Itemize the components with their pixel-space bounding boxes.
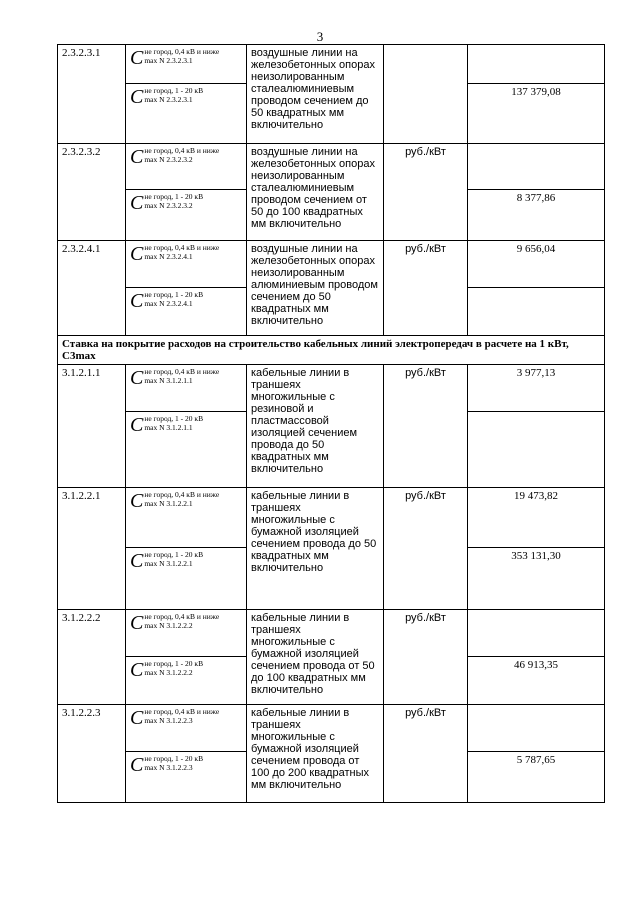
rate-symbol: C: [130, 86, 144, 108]
rate-symbol: C: [130, 367, 144, 389]
rate-formula: [130, 550, 242, 571]
unit-cell: [384, 45, 468, 144]
item-code: 2.3.2.3.2: [58, 144, 126, 241]
item-description: воздушные линии на железобетонных опорах неизолированным сталеалюминиевым проводом сечением от 50 до 100 квадратных мм включительно: [247, 144, 384, 241]
rate-symbol: C: [130, 47, 144, 69]
rate-value: 5 787,65: [468, 752, 605, 803]
rate-index-top: не город, 0,4 кВ и ниже: [144, 146, 220, 155]
rate-value: [468, 144, 605, 190]
formula-cell: [126, 610, 247, 657]
rate-value: [468, 610, 605, 657]
item-code: 2.3.2.4.1: [58, 241, 126, 336]
formula-cell: [126, 241, 247, 288]
page-number: 3: [316, 29, 324, 44]
formula-cell: [126, 45, 247, 84]
item-description: кабельные линии в траншеях многожильные с резиновой и пластмассовой изоляцией сечением провода до 50 квадратных мм включительно: [247, 365, 384, 488]
rate-formula: [130, 367, 242, 388]
rate-indices: [144, 146, 219, 164]
table-row: [58, 45, 605, 84]
rate-symbol: C: [130, 146, 144, 168]
rate-indices: [144, 243, 219, 261]
rate-formula: [130, 290, 242, 311]
rate-index-bottom: max N 2.3.2.3.2: [144, 155, 193, 164]
tariff-table-body: [58, 45, 605, 803]
formula-cell: [126, 190, 247, 241]
section-header: Ставка на покрытие расходов на строительство кабельных линий электропередач в расчете на 1 кВт, С3max: [58, 336, 605, 365]
rate-index-top: не город, 0,4 кВ и ниже: [144, 243, 220, 252]
rate-formula: [130, 612, 242, 633]
rate-index-top: не город, 1 - 20 кВ: [144, 754, 204, 763]
rate-symbol: C: [130, 490, 144, 512]
rate-index-bottom: max N 3.1.2.2.2: [144, 621, 193, 630]
item-code: 3.1.2.2.2: [58, 610, 126, 705]
rate-symbol: C: [130, 550, 144, 572]
rate-indices: [144, 47, 219, 65]
rate-formula: [130, 146, 242, 167]
rate-symbol: C: [130, 707, 144, 729]
rate-indices: [144, 612, 219, 630]
unit-cell: руб./кВт: [384, 610, 468, 705]
rate-index-bottom: max N 3.1.2.2.3: [144, 716, 193, 725]
rate-index-top: не город, 0,4 кВ и ниже: [144, 490, 220, 499]
formula-cell: [126, 84, 247, 144]
rate-index-bottom: max N 2.3.2.4.1: [144, 252, 193, 261]
formula-cell: [126, 705, 247, 752]
rate-symbol: C: [130, 612, 144, 634]
rate-symbol: C: [130, 290, 144, 312]
item-code: 3.1.2.2.3: [58, 705, 126, 803]
rate-index-top: не город, 1 - 20 кВ: [144, 290, 204, 299]
rate-value: [468, 705, 605, 752]
rate-formula: [130, 192, 242, 213]
rate-indices: [144, 290, 203, 308]
formula-cell: [126, 412, 247, 488]
rate-indices: [144, 367, 219, 385]
tariff-table: [57, 44, 605, 803]
item-description: кабельные линии в траншеях многожильные с бумажной изоляцией сечением провода от 50 до 100 квадратных мм включительно: [247, 610, 384, 705]
rate-symbol: C: [130, 754, 144, 776]
item-description: кабельные линии в траншеях многожильные с бумажной изоляцией сечением провода от 100 до 200 квадратных мм включительно: [247, 705, 384, 803]
rate-formula: [130, 659, 242, 680]
rate-index-bottom: max N 2.3.2.3.2: [144, 201, 193, 210]
formula-cell: [126, 288, 247, 336]
unit-cell: руб./кВт: [384, 705, 468, 803]
unit-cell: руб./кВт: [384, 488, 468, 610]
rate-index-bottom: max N 2.3.2.3.1: [144, 56, 193, 65]
rate-indices: [144, 707, 219, 725]
rate-index-top: не город, 0,4 кВ и ниже: [144, 707, 220, 716]
table-row: [58, 610, 605, 657]
item-description: воздушные линии на железобетонных опорах неизолированным сталеалюминиевым проводом сечением до 50 квадратных мм включительно: [247, 45, 384, 144]
table-row: [58, 144, 605, 190]
table-row: [58, 241, 605, 288]
rate-indices: [144, 192, 203, 210]
rate-indices: [144, 86, 203, 104]
rate-formula: [130, 243, 242, 264]
rate-indices: [144, 659, 203, 677]
rate-value: 8 377,86: [468, 190, 605, 241]
rate-value: [468, 412, 605, 488]
rate-index-bottom: max N 3.1.2.2.2: [144, 668, 193, 677]
rate-value: 3 977,13: [468, 365, 605, 412]
item-code: 3.1.2.1.1: [58, 365, 126, 488]
formula-cell: [126, 548, 247, 610]
rate-formula: [130, 707, 242, 728]
rate-index-bottom: max N 3.1.2.2.1: [144, 559, 193, 568]
rate-index-top: не город, 1 - 20 кВ: [144, 414, 204, 423]
rate-index-top: не город, 1 - 20 кВ: [144, 192, 204, 201]
rate-index-bottom: max N 2.3.2.4.1: [144, 299, 193, 308]
rate-index-top: не город, 0,4 кВ и ниже: [144, 367, 220, 376]
table-row: [58, 705, 605, 752]
formula-cell: [126, 144, 247, 190]
rate-value: 46 913,35: [468, 657, 605, 705]
rate-index-top: не город, 0,4 кВ и ниже: [144, 47, 220, 56]
item-description: воздушные линии на железобетонных опорах неизолированным алюминиевым проводом сечением до 50 квадратных мм включительно: [247, 241, 384, 336]
rate-formula: [130, 86, 242, 107]
formula-cell: [126, 657, 247, 705]
table-row: [58, 365, 605, 412]
rate-index-top: не город, 1 - 20 кВ: [144, 86, 204, 95]
rate-index-bottom: max N 3.1.2.1.1: [144, 423, 193, 432]
table-row: [58, 488, 605, 548]
rate-indices: [144, 550, 203, 568]
rate-indices: [144, 754, 203, 772]
rate-symbol: C: [130, 243, 144, 265]
rate-value: 137 379,08: [468, 84, 605, 144]
rate-value: [468, 45, 605, 84]
rate-value: 9 656,04: [468, 241, 605, 288]
unit-cell: руб./кВт: [384, 241, 468, 336]
rate-index-bottom: max N 2.3.2.3.1: [144, 95, 193, 104]
rate-indices: [144, 414, 203, 432]
rate-formula: [130, 47, 242, 68]
rate-index-top: не город, 1 - 20 кВ: [144, 659, 204, 668]
rate-value: [468, 288, 605, 336]
rate-formula: [130, 414, 242, 435]
rate-value: 353 131,30: [468, 548, 605, 610]
rate-symbol: C: [130, 659, 144, 681]
formula-cell: [126, 752, 247, 803]
rate-index-bottom: max N 3.1.2.2.1: [144, 499, 193, 508]
item-code: 2.3.2.3.1: [58, 45, 126, 144]
unit-cell: руб./кВт: [384, 144, 468, 241]
rate-index-bottom: max N 3.1.2.2.3: [144, 763, 193, 772]
rate-indices: [144, 490, 219, 508]
rate-symbol: C: [130, 414, 144, 436]
rate-index-top: не город, 0,4 кВ и ниже: [144, 612, 220, 621]
section-header-row: [58, 336, 605, 365]
unit-cell: руб./кВт: [384, 365, 468, 488]
rate-index-top: не город, 1 - 20 кВ: [144, 550, 204, 559]
formula-cell: [126, 488, 247, 548]
rate-value: 19 473,82: [468, 488, 605, 548]
rate-index-bottom: max N 3.1.2.1.1: [144, 376, 193, 385]
rate-formula: [130, 490, 242, 511]
formula-cell: [126, 365, 247, 412]
item-description: кабельные линии в траншеях многожильные с бумажной изоляцией сечением провода до 50 квадратных мм включительно: [247, 488, 384, 610]
item-code: 3.1.2.2.1: [58, 488, 126, 610]
rate-symbol: C: [130, 192, 144, 214]
rate-formula: [130, 754, 242, 775]
